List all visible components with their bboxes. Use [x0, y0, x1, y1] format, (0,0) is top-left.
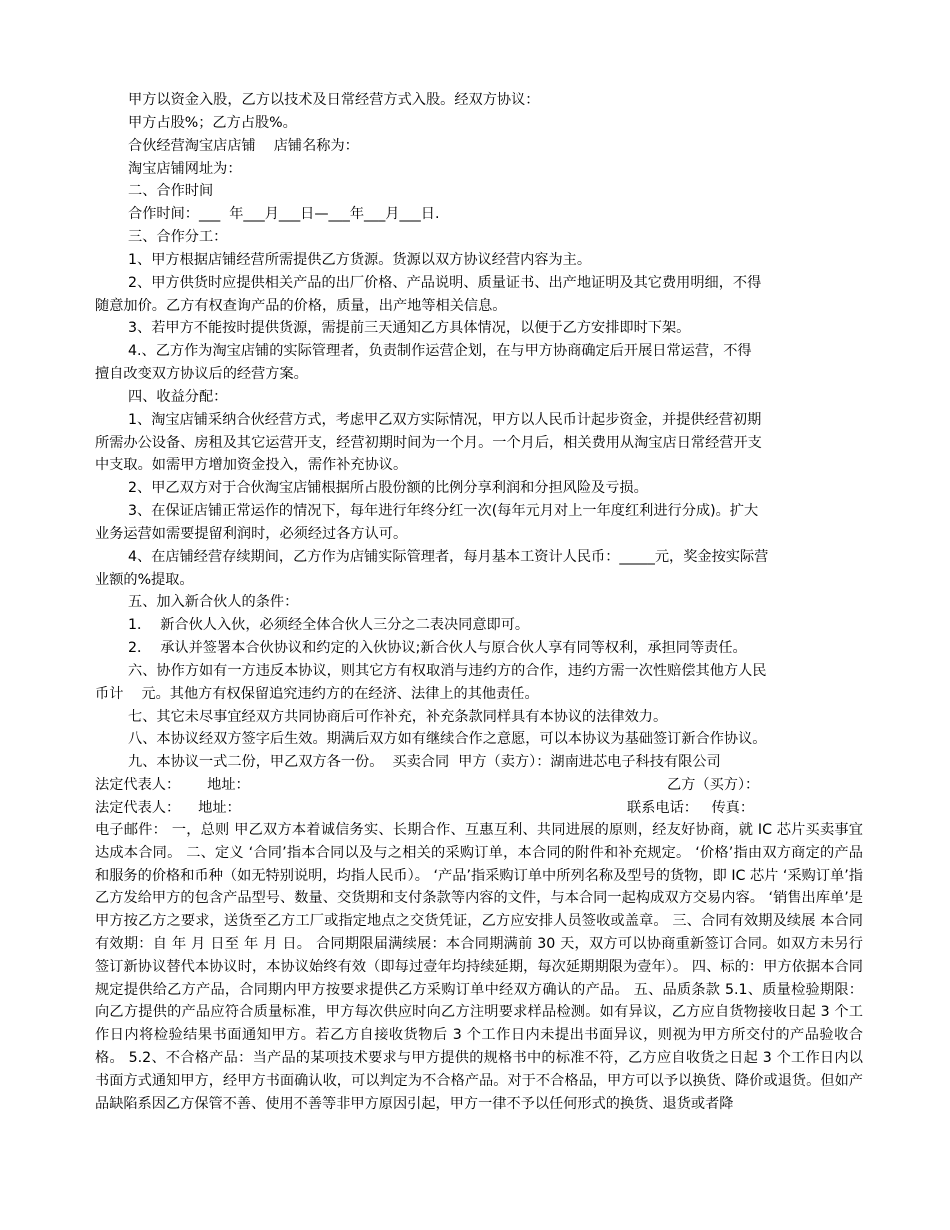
legal-rep-line-2: 法定代表人： 地址： [95, 800, 241, 816]
section-heading: 四、收益分配： [128, 389, 228, 405]
list-item: 1． 新合伙人入伙，必须经全体合伙人三分之二表决同意即可。 [128, 617, 530, 633]
text-line: 九、本协议一式二份，甲乙双方各一份。 买卖合同 甲方（卖方）：湖南进芯电子科技有限公司 [128, 754, 721, 770]
text-line: 业额的%提取。 [95, 572, 194, 588]
text-line: 所需办公设备、房租及其它运营开支，经营初期时间为一个月。一个月后，相关费用从淘宝店日常经营开支 [95, 435, 762, 451]
contact-info: 联系电话： 传真： [627, 800, 755, 816]
text-line: 2、甲乙双方对于合伙淘宝店铺根据所占股份额的比例分享利润和分担风险及亏损。 [128, 480, 648, 496]
text-line: 甲方以资金入股，乙方以技术及日常经营方式入股。经双方协议： [128, 92, 540, 108]
legal-rep-line-1: 法定代表人： 地址： [95, 777, 250, 793]
text-line: 淘宝店铺网址为： [128, 161, 242, 177]
text-line: 4.、乙方作为淘宝店铺的实际管理者，负责制作运营企划，在与甲方协商确定后开展日常运营，不得 [128, 343, 752, 359]
text-line: 2、甲方供货时应提供相关产品的出厂价格、产品说明、质量证书、出产地证明及其它费用明细，不得 [128, 275, 762, 291]
text-line: 合伙经营淘宝店店铺 店铺名称为： [128, 138, 359, 154]
text-line: 4、在店铺经营存续期间，乙方作为店铺实际管理者，每月基本工资计人民币：_____元，奖金按实际营 [128, 549, 769, 565]
text-line: 1、淘宝店铺采纳合伙经营方式，考虑甲乙双方实际情况，甲方以人民币计起步资金，并提供经营初期 [128, 412, 762, 428]
text-line: 币计 元。其他方有权保留追究违约方的在经济、法律上的其他责任。 [95, 686, 539, 702]
list-item: 2． 承认并签署本合伙协议和约定的入伙协议;新合伙人与原合伙人享有同等权利，承担同等责任。 [128, 640, 747, 656]
section-heading: 二、合作时间 [128, 183, 214, 199]
text-line: 1、甲方根据店铺经营所需提供乙方货源。货源以双方协议经营内容为主。 [128, 252, 592, 268]
text-line: 八、本协议经双方签字后生效。期满后双方如有继续合作之意愿，可以本协议为基础签订新合作协议。 [128, 731, 767, 747]
text-line: 业务运营如需要提留利润时，必须经过各方认可。 [95, 526, 408, 542]
text-line: 随意加价。乙方有权查询产品的价格，质量，出产地等相关信息。 [95, 298, 507, 314]
text-line: 合作时间：___ 年___月___日—___年___月___日. [128, 206, 440, 222]
buyer-label: 乙方（买方）： [667, 777, 760, 793]
text-line: 擅自改变双方协议后的经营方案。 [95, 366, 308, 382]
section-heading: 五、加入新合伙人的条件： [128, 594, 299, 610]
text-line: 甲方占股%；乙方占股%。 [128, 115, 297, 131]
text-line: 六、协作方如有一方违反本协议，则其它方有权取消与违约方的合作，违约方需一次性赔偿其他方人民 [128, 663, 767, 679]
text-line: 中支取。如需甲方增加资金投入，需作补充协议。 [95, 457, 408, 473]
contract-body-paragraph: 电子邮件： 一，总则 甲乙双方本着诚信务实、长期合作、互惠互利、共同进展的原则，经友好协商，就 IC 芯片买卖事宜达成本合同。 二、定义 ‘合同’指本合同以及与之相关的采购订单，本合同的附件和补充规定。 ‘价格’指由双方商定的产品和服务的价格和币种（如无特别说明，均指人民币）。 ‘产品’指采购订单中所列名称及型号的货物，即 IC 芯片 ‘采购订单’指乙方发给甲方的包含产品型号、数量、交货期和支付条款等内容的文件，与本合同一起构成双方交易内容。 ‘销售出库单’是甲方按乙方之要求，送货至乙方工厂或指定地点之交货凭证，乙方应安排人员签收或盖章。 三、合同有效期及续展 本合同有效期：自 年 月 日至 年 月 日。 合同期限届满续展：本合同期满前 30 天，双方可以协商重新签订合同。如双方未另行签订新协议替代本协议时，本协议始终有效（即每过壹年均持续延期，每次延期期限为壹年）。 四、标的：甲方依据本合同规定提供给乙方产品，合同期内甲方按要求提供乙方采购订单中经双方确认的产品。 五、品质条款 5.1、质量检验期限：向乙方提供的产品应符合质量标准，甲方每次供应时向乙方注明要求样品检测。如有异议，乙方应自货物接收日起 3 个工作日内将检验结果书面通知甲方。若乙方自接收货物后 3 个工作日内未提出书面异议，则视为甲方所交付的产品验收合格。 5.2、不合格产品：当产品的某项技术要求与甲方提供的规格书中的标准不符，乙方应自收货之日起 3 个工作日内以书面方式通知甲方，经甲方书面确认收，可以判定为不合格产品。对于不合格品，甲方可以予以换货、降价或退货。但如产品缺陷系因乙方保管不善、使用不善等非甲方原因引起，甲方一律不予以任何形式的换货、退货或者降 [95, 822, 863, 1112]
text-line: 七、其它未尽事宜经双方共同协商后可作补充，补充条款同样具有本协议的法律效力。 [128, 709, 668, 725]
text-line: 3、在保证店铺正常运作的情况下，每年进行年终分红一次(每年元月对上一年度红利进行分成)。扩大 [128, 503, 759, 519]
section-heading: 三、合作分工： [128, 229, 228, 245]
text-line: 3、若甲方不能按时提供货源，需提前三天通知乙方具体情况，以便于乙方安排即时下架。 [128, 320, 691, 336]
